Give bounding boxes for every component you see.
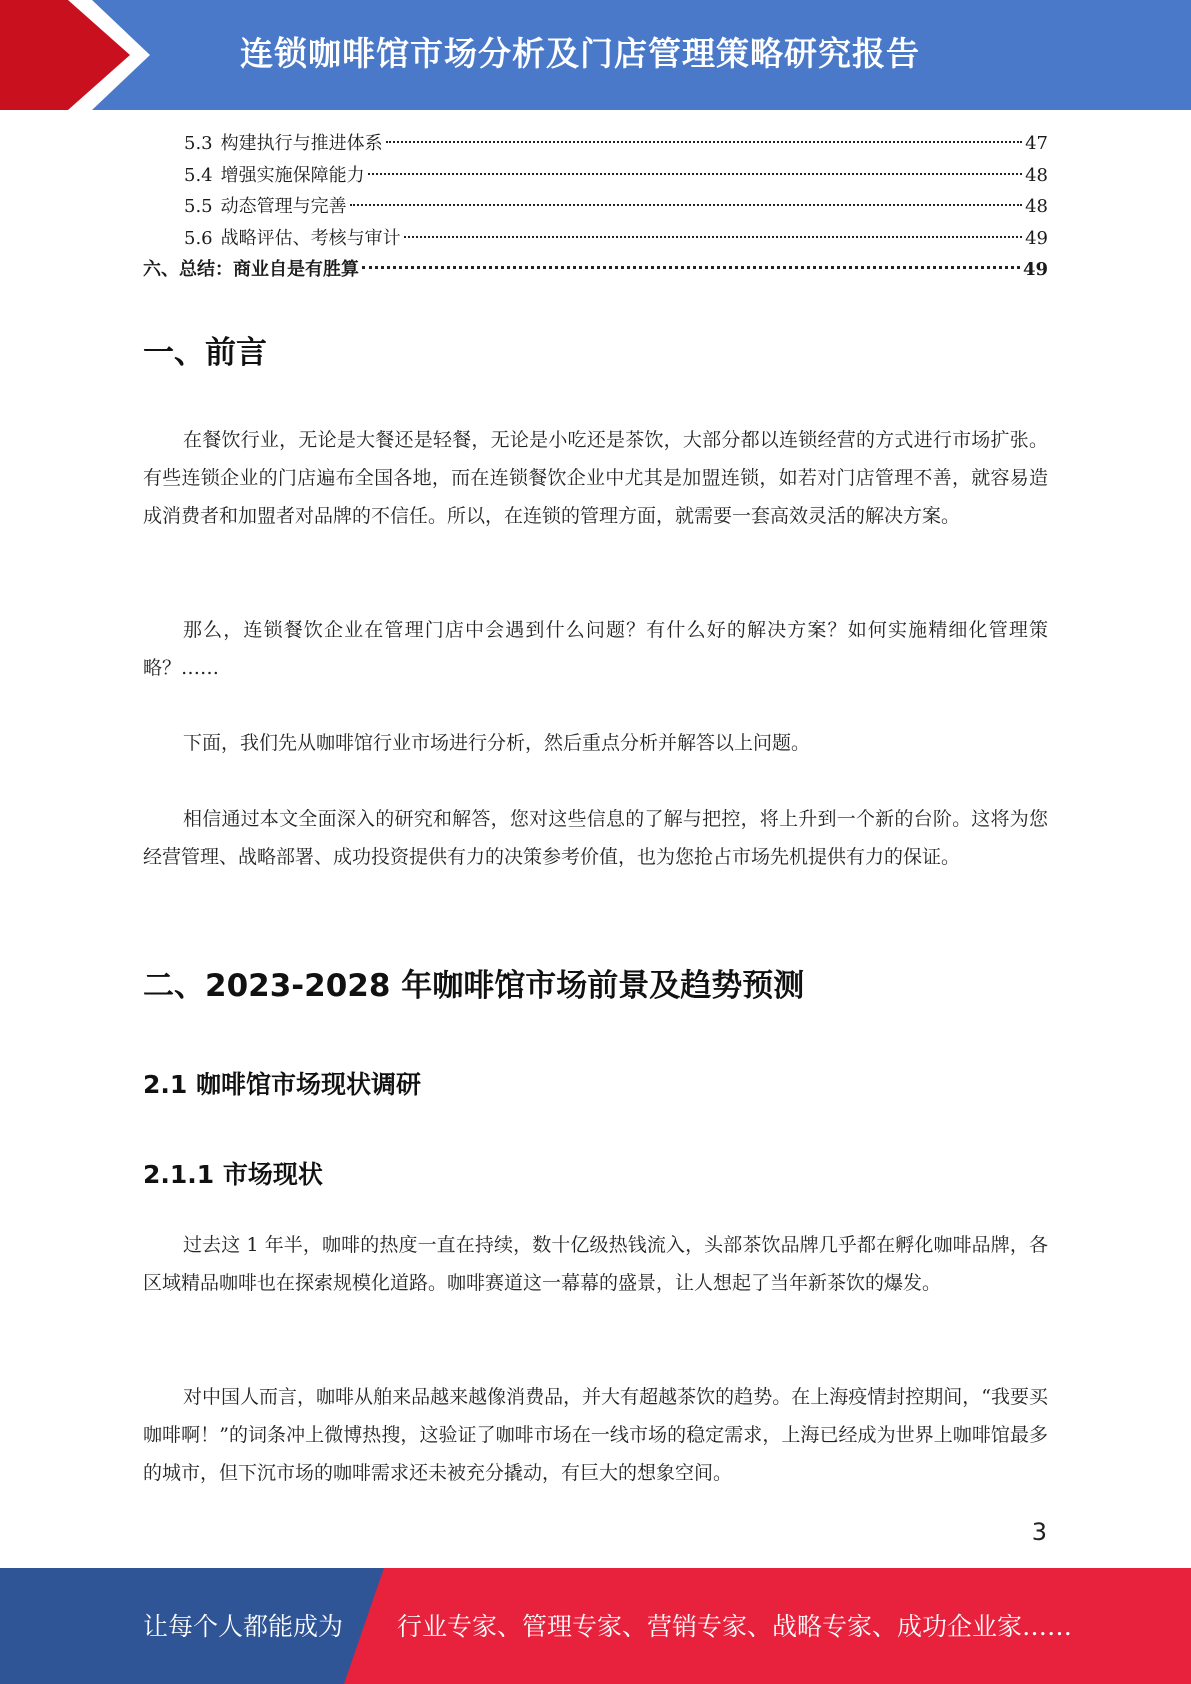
toc-item-page: 48 [1025,196,1048,217]
toc-item[interactable] [143,128,1048,160]
toc-item-label: 战略评估、考核与审计 [220,227,401,249]
toc-leader-dots [362,266,1020,269]
toc-item-number: 5.4 [184,164,213,186]
toc-item[interactable] [143,160,1048,192]
page-footer [0,1568,1191,1684]
paragraph: 对中国人而言，咖啡从舶来品越来越像消费品，并大有超越茶饮的趋势。在上海疫情封控期间，“我要买咖啡啊！”的词条冲上微博热搜，这验证了咖啡市场在一线市场的稳定需求，上海已经成为世界上咖啡馆最多的城市，但下沉市场的咖啡需求还未被充分撬动，有巨大的想象空间。 [143,1386,1048,1484]
toc-item-page: 49 [1022,259,1048,280]
heading-preface: 一、前言 [143,335,267,371]
toc-item-number: 5.6 [184,227,213,249]
footer-slogan-left: 让每个人都能成为 [143,1612,344,1641]
toc-item[interactable] [143,223,1048,255]
paragraph: 相信通过本文全面深入的研究和解答，您对这些信息的了解与把控，将上升到一个新的台阶。这将为您经营管理、战略部署、成功投资提供有力的决策参考价值，也为您抢占市场先机提供有力的保证。 [143,808,1048,868]
toc-leader-dots [404,236,1022,238]
toc-item-page: 49 [1025,227,1048,249]
toc-item-number: 5.5 [184,196,213,217]
page-number: 3 [1031,1518,1047,1546]
heading-chapter-2: 二、2023-2028 年咖啡馆市场前景及趋势预测 [143,968,805,1004]
toc-item-page: 48 [1025,164,1048,186]
footer-slogan-right: 行业专家、管理专家、营销专家、战略专家、成功企业家…… [397,1612,1073,1641]
toc-leader-dots [386,141,1022,143]
heading-section-2-1: 2.1 咖啡馆市场现状调研 [143,1070,421,1099]
paragraph: 下面，我们先从咖啡馆行业市场进行分析，然后重点分析并解答以上问题。 [183,732,811,754]
toc-item-page: 47 [1025,133,1048,154]
paragraph: 在餐饮行业，无论是大餐还是轻餐，无论是小吃还是茶饮，大部分都以连锁经营的方式进行市场扩张。有些连锁企业的门店遍布全国各地，而在连锁餐饮企业中尤其是加盟连锁，如若对门店管理不善，就容易造成消费者和加盟者对品牌的不信任。所以，在连锁的管理方面，就需要一套高效灵活的解决方案。 [143,429,1048,527]
paragraph: 那么，连锁餐饮企业在管理门店中会遇到什么问题？有什么好的解决方案？如何实施精细化管理策略？…… [143,619,1048,679]
header-chevron-decoration [0,0,160,110]
report-title: 连锁咖啡馆市场分析及门店管理策略研究报告 [240,34,920,73]
page-header [0,0,1191,110]
toc-leader-dots [350,204,1022,206]
table-of-contents [143,128,1048,286]
toc-item-label: 构建执行与推进体系 [220,133,383,154]
toc-item-label: 六、总结：商业自是有胜算 [143,259,359,280]
toc-item-label: 增强实施保障能力 [220,164,365,186]
toc-item-number: 5.3 [184,133,213,154]
toc-item[interactable] [143,191,1048,223]
toc-leader-dots [368,173,1022,175]
toc-item-chapter[interactable] [143,254,1048,286]
heading-section-2-1-1: 2.1.1 市场现状 [143,1160,323,1189]
toc-item-label: 动态管理与完善 [220,196,347,217]
paragraph: 过去这 1 年半，咖啡的热度一直在持续，数十亿级热钱流入，头部茶饮品牌几乎都在孵化咖啡品牌，各区域精品咖啡也在探索规模化道路。咖啡赛道这一幕幕的盛景，让人想起了当年新茶饮的爆发。 [143,1234,1048,1294]
